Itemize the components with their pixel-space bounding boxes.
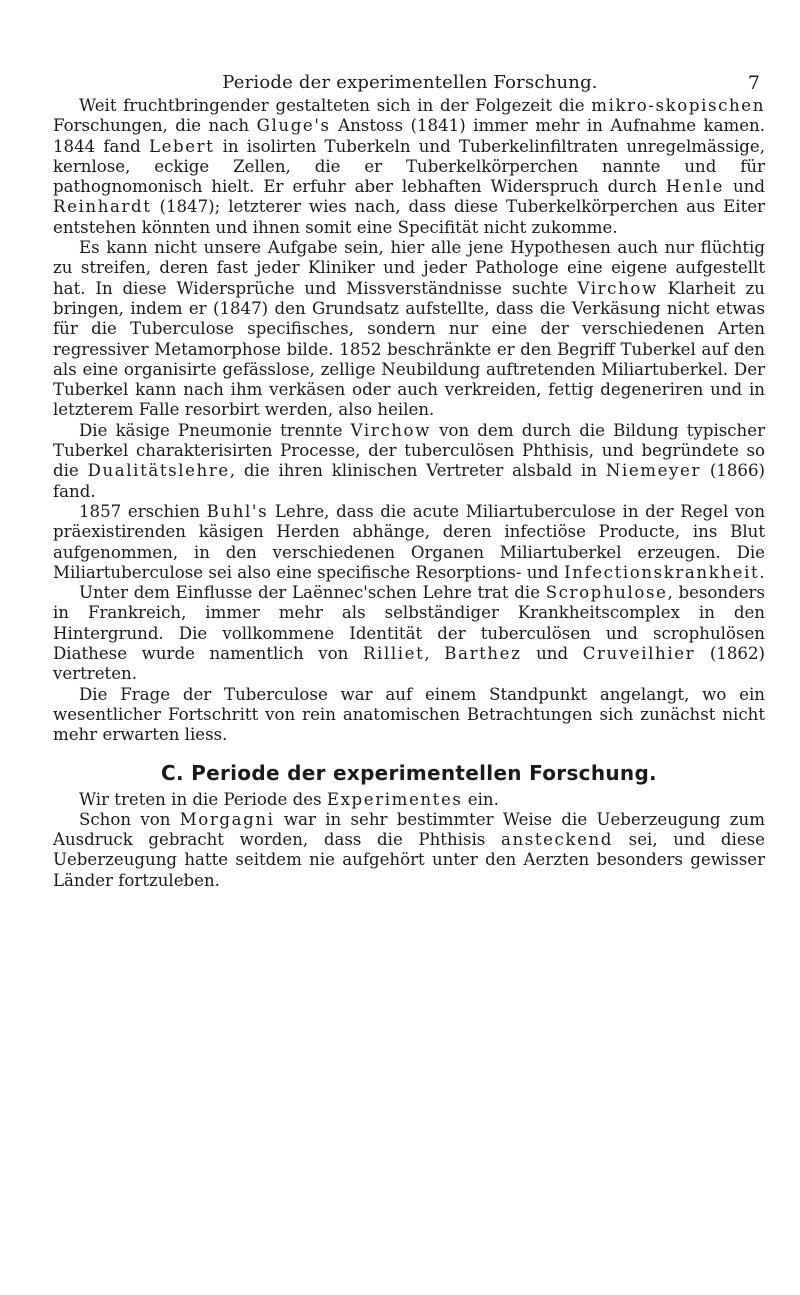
text-run: Wir treten in die Periode des — [79, 789, 327, 809]
spaced-term: Dualitätslehre — [87, 461, 230, 481]
running-title: Periode der experimentellen Forschung. — [222, 72, 598, 93]
text-run: 1857 erschien — [79, 501, 207, 521]
text-run: Es kann nicht unsere Aufgabe sein, hier alle jene Hypothesen auch nur flüchtig zu streifen, deren fast jeder Kliniker und jeder Pathologe eine eigene aufgestellt hat. In diese Widersprüche und Missverständnisse suchte — [53, 238, 765, 298]
text-run: Die Frage der Tuberculose war auf einem Standpunkt angelangt, wo ein wesentlicher Fortschritt von rein anatomischen Betrachtungen sich zunächst nicht mehr erwarten liess. — [53, 684, 765, 745]
text-run: (1862) vertreten. — [53, 644, 765, 684]
text-run: Die käsige Pneumonie trennte — [79, 420, 351, 440]
paragraph-4 — [53, 502, 765, 583]
author-name: Reinhardt — [53, 197, 152, 217]
text-run: von dem durch die Bildung typischer Tuberkel charakterisirten Processe, der tuberculösen Phthisis, und begründete so die — [53, 420, 765, 481]
text-run: Lehre trat die — [416, 583, 546, 603]
paragraph-7 — [53, 790, 765, 810]
spaced-term: Experimentes — [326, 789, 463, 809]
paragraph-3 — [53, 421, 765, 502]
text-run: Schon von — [79, 809, 180, 829]
page-number: 7 — [747, 72, 760, 94]
text-run: Anstoss (1841) immer mehr in Aufnahme kamen. 1844 fand — [53, 116, 766, 156]
paragraph-5 — [53, 583, 765, 684]
author-name: Gluge's — [256, 116, 331, 136]
author-name: Laënnec'schen — [292, 583, 417, 603]
spaced-term: ansteckend — [500, 830, 614, 850]
paragraph-2 — [53, 238, 765, 421]
paragraph-1 — [53, 96, 765, 238]
text-run: Unter dem Einflusse der — [79, 583, 293, 603]
author-name: Virchow — [577, 278, 658, 298]
author-name: Barthez — [444, 644, 522, 664]
author-name: Niemeyer — [605, 461, 701, 481]
text-run: Lehre, dass die acute Miliartuberculose in der Regel von präexistirenden käsigen Herden abhänge, deren infectiöse Producte, ins Blut aufgenommen, in den verschiedenen Organen Miliartuberkel erzeugen. Die Miliartuberculose sei also eine specifische Resorptions- und — [53, 501, 766, 582]
spaced-term: Scrophulose — [545, 583, 668, 603]
text-run: (1866) fand. — [53, 461, 765, 501]
author-name: Lebert — [148, 136, 215, 156]
section-heading: C. Periode der experimentellen Forschung. — [161, 760, 657, 785]
text-run: und — [724, 177, 765, 197]
text-run: ein. — [462, 789, 499, 809]
text-run: Klarheit zu bringen, indem er (1847) den Grundsatz aufstellte, dass die Verkäsung nicht etwas für die Tuberculose specifisches, sondern nur eine der verschiedenen Arten regressiver Metamorphose bilde. 1852 beschränkte er den Begriff Tuberkel auf den als eine organisirte gefässlose, zellige Neubildung auftretenden Miliartuberkel. Der Tuberkel kann nach ihm verkäsen oder auch verkreiden, fettig degeneriren und in letzterem Falle resorbirt werden, also heilen. — [53, 278, 765, 420]
text-run: . — [759, 562, 765, 582]
author-name: Cruveilhier — [582, 644, 696, 664]
author-name: Morgagni — [179, 809, 275, 829]
text-run: , — [424, 644, 445, 664]
text-run: Weit fruchtbringender gestalteten sich in der Folgezeit die — [79, 96, 592, 115]
author-name: Buhl's — [206, 501, 269, 521]
running-head — [60, 72, 760, 98]
spaced-term: mikro-skopischen — [591, 96, 765, 115]
author-name: Henle — [665, 177, 724, 197]
text-run: Forschungen, die nach — [53, 116, 257, 136]
body-text — [53, 96, 765, 891]
text-run: sei, und diese Ueberzeugung hatte seitdem nie aufgehört unter den Aerzten besonders gewisser Länder fortzuleben. — [53, 830, 765, 890]
text-run: war in sehr bestimmter Weise die Ueberzeugung zum Ausdruck gebracht worden, dass die Phthisis — [53, 809, 765, 850]
text-run: , die ihren klinischen Vertreter alsbald in — [229, 461, 606, 481]
author-name: Virchow — [350, 420, 431, 440]
text-run: (1847); letzterer wies nach, dass diese Tuberkelkörperchen aus Eiter entstehen könnten und ihnen somit eine Specifität nicht zukomme. — [53, 197, 765, 237]
text-run: und — [521, 644, 583, 664]
spaced-term: Infectionskrankheit — [564, 562, 760, 582]
paragraph-6 — [53, 685, 765, 746]
text-run: in isolirten Tuberkeln und Tuberkelinfiltraten unregelmässige, kernlose, eckige Zellen, die er Tuberkelkörperchen nannte und für pathognomonisch hielt. Er erfuhr aber lebhaften Widerspruch durch — [53, 136, 765, 197]
paragraph-8 — [53, 810, 765, 891]
author-name: Rilliet — [362, 644, 425, 664]
text-run: , besonders in Frankreich, immer mehr als selbständiger Krankheitscomplex in den Hintergrund. Die vollkommene Identität der tuberculösen und scrophulösen Diathese wurde namentlich von — [53, 583, 765, 664]
